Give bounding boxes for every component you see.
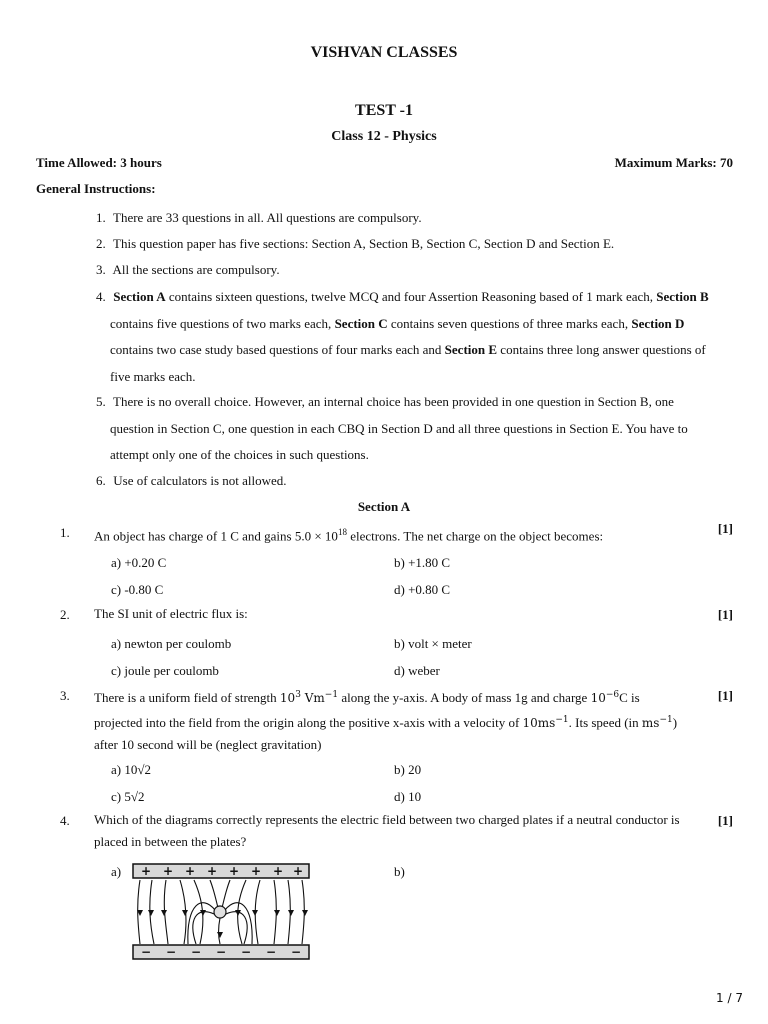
minus-sign: − [215, 945, 227, 959]
q1-text: An object has charge of 1 C and gains $5.0 \times 10^{18}$ electrons. The net charge on the object becomes: [94, 527, 604, 544]
q4-option-b-label: b) [394, 864, 405, 879]
plus-sign: + [272, 864, 284, 878]
q1-option-b: b) +1.80 C [394, 555, 451, 570]
q2-option-b: b) volt × meter [394, 636, 472, 651]
subject-title: Class 12 - Physics [331, 129, 437, 144]
plus-sign: + [250, 864, 262, 878]
plus-sign: + [162, 864, 174, 878]
section-a-heading: Section A [357, 499, 411, 514]
q1-option-a: a) +0.20 C [111, 555, 167, 570]
q4-option-a-label: a) [111, 864, 122, 879]
minus-sign: − [290, 945, 302, 959]
q4-text: Which of the diagrams correctly represents the electric field between two charged plates if a neutral conductor is placed in between the plates? [94, 812, 680, 849]
q3-number: 3. [60, 688, 70, 703]
plus-sign: + [140, 864, 152, 878]
instruction-2: 2. This question paper has five sections: Section A, Section B, Section C, Section D and Section E. [96, 236, 615, 251]
q3-marks: [1] [717, 688, 733, 703]
minus-sign: − [165, 945, 177, 959]
page-number: 1 / 7 [716, 991, 743, 1005]
instruction-3: 3. All the sections are compulsory. [96, 262, 280, 277]
q1-number: 1. [60, 525, 70, 540]
q4-number: 4. [60, 813, 70, 828]
instruction-1: 1. There are 33 questions in all. All questions are compulsory. [96, 210, 422, 225]
q2-marks: [1] [717, 607, 733, 622]
q2-option-c: c) joule per coulomb [111, 663, 219, 678]
instruction-5: 5. There is no overall choice. However, an internal choice has been provided in one question in Section B, one question in Section C, one question in each CBQ in Section D and all three questions in Section E. You have to attempt only one of the choices in such questions. [96, 394, 688, 462]
test-title: TEST -1 [355, 102, 413, 119]
general-instructions-heading: General Instructions: [36, 181, 156, 196]
q3-text: There is a uniform field of strength $10^3$ $Vm^{-1}$ along the y-axis. A body of mass 1g and charge $10^{-6}C$ is projected into the field from the origin along the positive x-axis with a velocity of $10ms^{-1}$. Its speed (in $ms^{-1}$) after 10 second will be (neglect gravitation) [94, 690, 678, 752]
q3-option-d: d) 10 [394, 789, 422, 804]
q1-marks: [1] [717, 521, 733, 536]
minus-sign: − [190, 945, 202, 959]
instruction-4: 4. Section A contains sixteen questions, twelve MCQ and four Assertion Reasoning based of 1 mark each, Section B contains five questions of two marks each, Section C contains seven questions of three marks each, Section D contains two case study based questions of four marks each and Section E contains three long answer questions of five marks each. [96, 289, 709, 384]
q3-option-c: c) 5√2 [111, 789, 145, 804]
plus-sign: + [228, 864, 240, 878]
q2-option-d: d) weber [394, 663, 440, 678]
time-allowed: Time Allowed: 3 hours [36, 155, 162, 170]
q2-number: 2. [60, 607, 70, 622]
plus-sign: + [184, 864, 196, 878]
plus-sign: + [292, 864, 304, 878]
instruction-6: 6. Use of calculators is not allowed. [96, 473, 287, 488]
q1-option-c: c) -0.80 C [111, 582, 164, 597]
plus-sign: + [206, 864, 218, 878]
minus-sign: − [140, 945, 152, 959]
q2-option-a: a) newton per coulomb [111, 636, 232, 651]
neutral-conductor [214, 906, 226, 918]
q4-marks: [1] [717, 813, 733, 828]
q3-option-b: b) 20 [394, 762, 422, 777]
q2-text: The SI unit of electric flux is: [94, 606, 248, 621]
maximum-marks: Maximum Marks: 70 [614, 155, 733, 170]
q1-option-d: d) +0.80 C [394, 582, 451, 597]
minus-sign: − [240, 945, 252, 959]
q3-option-a: a) 10√2 [111, 762, 151, 777]
electric-field-diagram-a [126, 860, 316, 964]
minus-sign: − [265, 945, 277, 959]
institute-name: VISHVAN CLASSES [310, 44, 458, 61]
